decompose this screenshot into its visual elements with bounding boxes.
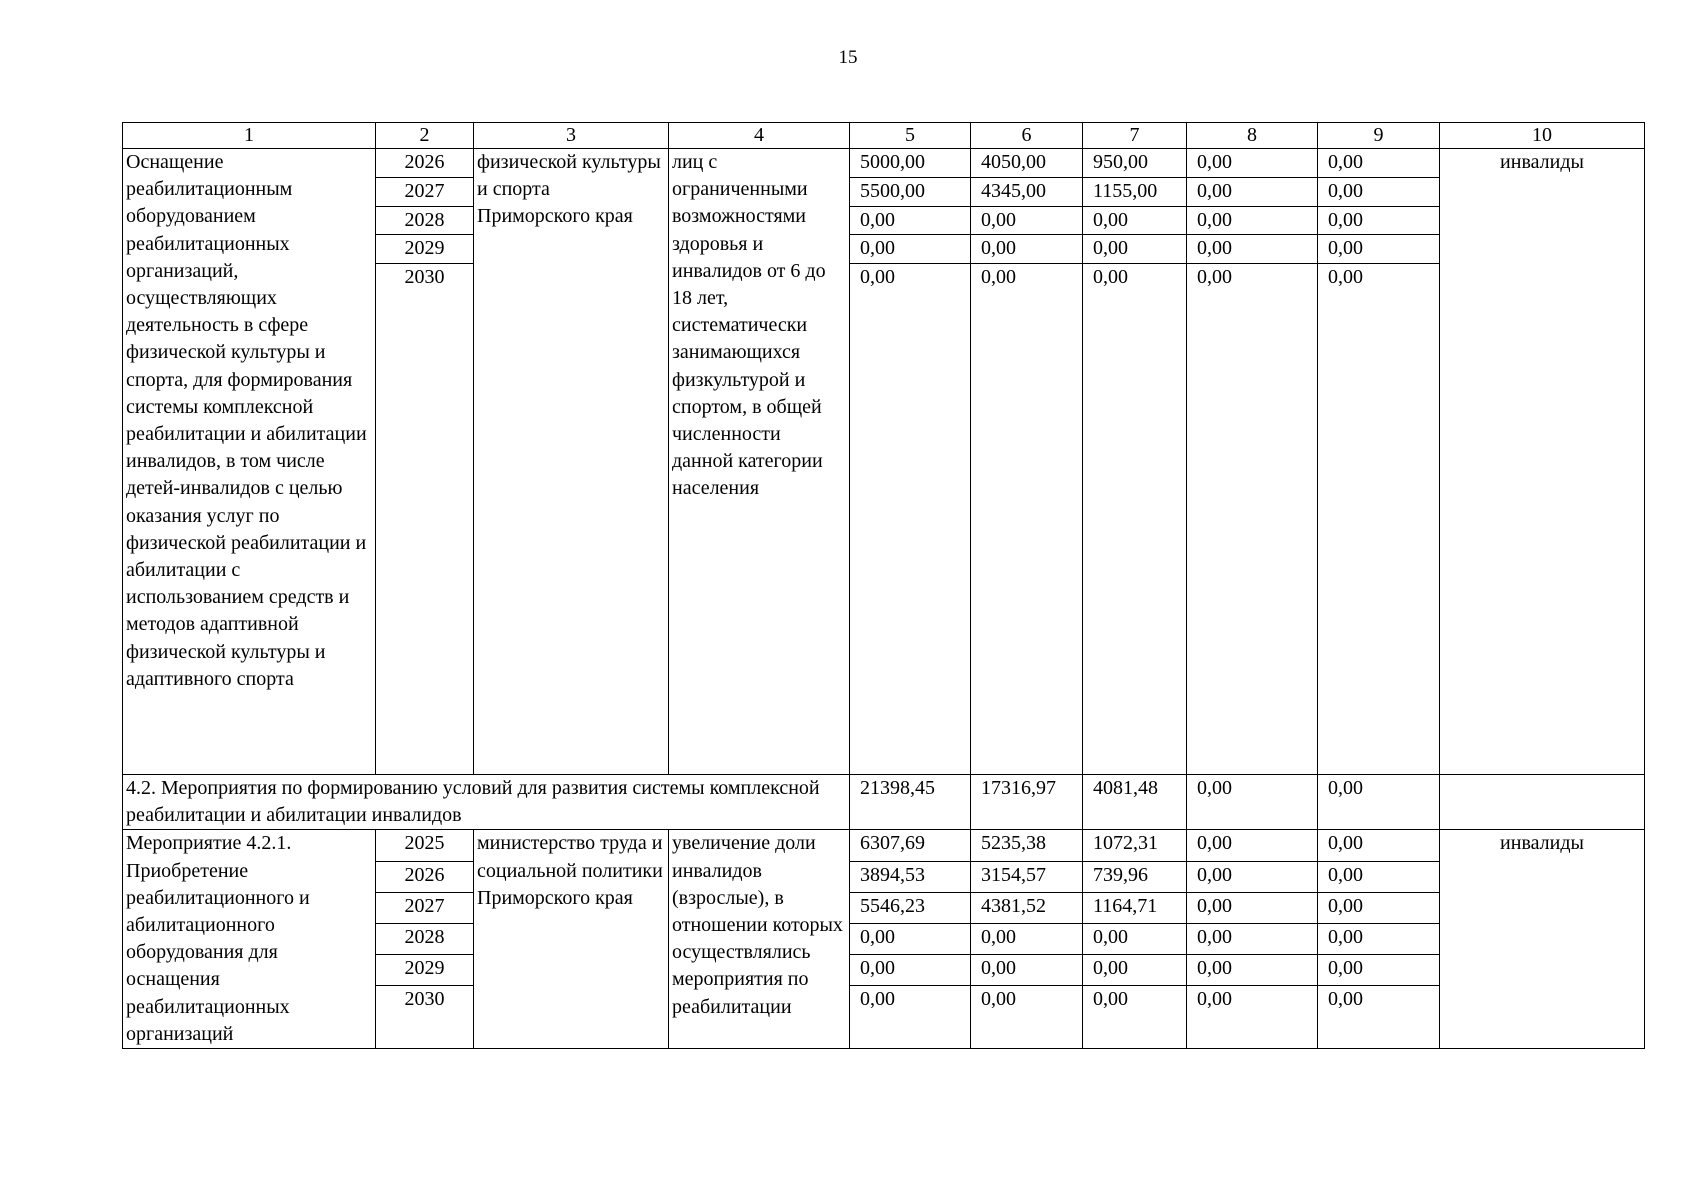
value-cell: 950,00 bbox=[1083, 149, 1187, 178]
value-cell: 0,00 bbox=[850, 264, 971, 775]
year-cell: 2027 bbox=[376, 177, 474, 206]
value-cell: 0,00 bbox=[1187, 177, 1318, 206]
value-cell: 0,00 bbox=[1187, 235, 1318, 264]
activity-name-cell: Мероприятие 4.2.1. Приобретение реабилитационного и абилитационного оборудования для оснащения реабилитационных организаций bbox=[123, 830, 376, 1049]
value-cell: 0,00 bbox=[1318, 830, 1440, 861]
value-cell: 0,00 bbox=[971, 235, 1083, 264]
activity-name-cell: Оснащение реабилитационным оборудованием реабилитационных организаций, осуществляющих деятельность в сфере физической культуры и спорта, для формирования системы комплексной реабилитации и абилитации инвалидов, в том числе детей-инвалидов с целью оказания услуг по физической реабилитации и абилитации с использованием средств и методов адаптивной физической культуры и адаптивного спорта bbox=[123, 149, 376, 775]
value-cell: 0,00 bbox=[1318, 861, 1440, 892]
value-cell: 0,00 bbox=[1318, 177, 1440, 206]
value-cell: 0,00 bbox=[850, 954, 971, 985]
value-cell: 5546,23 bbox=[850, 892, 971, 923]
value-cell: 0,00 bbox=[1318, 986, 1440, 1049]
header-cell: 10 bbox=[1440, 123, 1645, 149]
value-cell: 0,00 bbox=[850, 986, 971, 1049]
executor-cell: министерство труда и социальной политики Приморского края bbox=[474, 830, 669, 1049]
table-row bbox=[123, 830, 1645, 861]
value-cell: 0,00 bbox=[1187, 264, 1318, 775]
header-cell: 3 bbox=[474, 123, 669, 149]
value-cell: 0,00 bbox=[1187, 923, 1318, 954]
value-cell: 0,00 bbox=[1318, 892, 1440, 923]
value-cell: 5235,38 bbox=[971, 830, 1083, 861]
indicator-cell: увеличение доли инвалидов (взрослые), в отношении которых осуществлялись мероприятия по реабилитации bbox=[669, 830, 850, 1049]
value-cell: 0,00 bbox=[1083, 923, 1187, 954]
value-cell: 0,00 bbox=[1318, 149, 1440, 178]
header-row bbox=[123, 123, 1645, 149]
year-cell: 2026 bbox=[376, 149, 474, 178]
value-cell: 0,00 bbox=[971, 954, 1083, 985]
year-cell: 2028 bbox=[376, 206, 474, 235]
value-cell: 4081,48 bbox=[1083, 775, 1187, 830]
value-cell: 0,00 bbox=[971, 923, 1083, 954]
program-table bbox=[122, 122, 1645, 1049]
section-title: 4.2. Мероприятия по формированию условий для развития системы комплексной реабилитации и абилитации инвалидов bbox=[123, 775, 850, 830]
year-cell: 2029 bbox=[376, 954, 474, 985]
value-cell: 0,00 bbox=[1187, 206, 1318, 235]
value-cell: 0,00 bbox=[1083, 986, 1187, 1049]
section-row bbox=[123, 775, 1645, 830]
value-cell: 0,00 bbox=[1187, 830, 1318, 861]
header-cell: 8 bbox=[1187, 123, 1318, 149]
value-cell: 0,00 bbox=[1318, 775, 1440, 830]
value-cell: 17316,97 bbox=[971, 775, 1083, 830]
value-cell: 0,00 bbox=[971, 264, 1083, 775]
value-cell: 4381,52 bbox=[971, 892, 1083, 923]
value-cell: 0,00 bbox=[1083, 954, 1187, 985]
value-cell: 0,00 bbox=[1187, 892, 1318, 923]
value-cell: 0,00 bbox=[971, 986, 1083, 1049]
value-cell: 0,00 bbox=[971, 206, 1083, 235]
year-cell: 2028 bbox=[376, 923, 474, 954]
value-cell: 4050,00 bbox=[971, 149, 1083, 178]
value-cell: 0,00 bbox=[1318, 923, 1440, 954]
value-cell: 5000,00 bbox=[850, 149, 971, 178]
year-cell: 2030 bbox=[376, 986, 474, 1049]
value-cell: 0,00 bbox=[1318, 235, 1440, 264]
value-cell: 0,00 bbox=[1187, 986, 1318, 1049]
year-cell: 2026 bbox=[376, 861, 474, 892]
value-cell: 1164,71 bbox=[1083, 892, 1187, 923]
year-cell: 2029 bbox=[376, 235, 474, 264]
header-cell: 7 bbox=[1083, 123, 1187, 149]
value-cell: 0,00 bbox=[850, 235, 971, 264]
header-cell: 4 bbox=[669, 123, 850, 149]
value-cell: 3154,57 bbox=[971, 861, 1083, 892]
value-cell: 6307,69 bbox=[850, 830, 971, 861]
value-cell: 4345,00 bbox=[971, 177, 1083, 206]
value-cell: 0,00 bbox=[1187, 775, 1318, 830]
value-cell: 1072,31 bbox=[1083, 830, 1187, 861]
value-cell: 5500,00 bbox=[850, 177, 971, 206]
value-cell: 0,00 bbox=[1083, 235, 1187, 264]
value-cell: 3894,53 bbox=[850, 861, 971, 892]
table-row bbox=[123, 149, 1645, 178]
value-cell: 0,00 bbox=[850, 206, 971, 235]
year-cell: 2030 bbox=[376, 264, 474, 775]
empty-cell bbox=[1440, 775, 1645, 830]
value-cell: 0,00 bbox=[1083, 206, 1187, 235]
indicator-cell: лиц с ограниченными возможностями здоровья и инвалидов от 6 до 18 лет, систематически занимающихся физкультурой и спортом, в общей численности данной категории населения bbox=[669, 149, 850, 775]
value-cell: 0,00 bbox=[1318, 206, 1440, 235]
beneficiary-cell: инвалиды bbox=[1440, 830, 1645, 1049]
value-cell: 0,00 bbox=[1187, 954, 1318, 985]
value-cell: 0,00 bbox=[1083, 264, 1187, 775]
year-cell: 2027 bbox=[376, 892, 474, 923]
executor-cell: физической культуры и спорта Приморского края bbox=[474, 149, 669, 775]
beneficiary-cell: инвалиды bbox=[1440, 149, 1645, 775]
value-cell: 21398,45 bbox=[850, 775, 971, 830]
value-cell: 739,96 bbox=[1083, 861, 1187, 892]
value-cell: 0,00 bbox=[850, 923, 971, 954]
value-cell: 0,00 bbox=[1187, 861, 1318, 892]
value-cell: 0,00 bbox=[1318, 954, 1440, 985]
value-cell: 0,00 bbox=[1318, 264, 1440, 775]
page-number: 15 bbox=[838, 47, 858, 68]
header-cell: 2 bbox=[376, 123, 474, 149]
header-cell: 5 bbox=[850, 123, 971, 149]
header-cell: 9 bbox=[1318, 123, 1440, 149]
year-cell: 2025 bbox=[376, 830, 474, 861]
value-cell: 0,00 bbox=[1187, 149, 1318, 178]
header-cell: 6 bbox=[971, 123, 1083, 149]
value-cell: 1155,00 bbox=[1083, 177, 1187, 206]
header-cell: 1 bbox=[123, 123, 376, 149]
